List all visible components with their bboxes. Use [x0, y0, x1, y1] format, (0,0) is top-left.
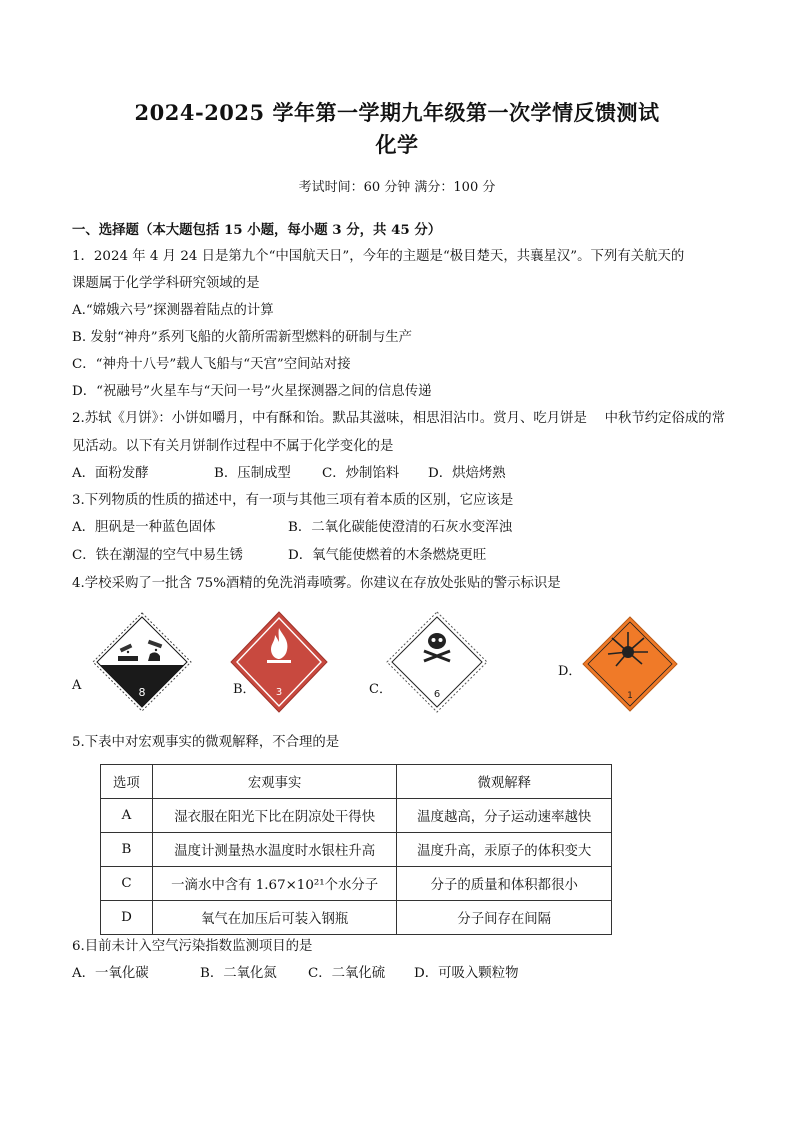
q4-label-c: C． [369, 682, 392, 697]
table-cell: 分子的质量和体积都很小 [397, 867, 612, 901]
table-cell: 分子间存在间隔 [397, 901, 612, 935]
table-cell: 湿衣服在阳光下比在阴凉处干得快 [152, 799, 397, 833]
section-heading: 一、选择题（本大题包括 15 小题，每小题 3 分，共 45 分） [72, 222, 442, 238]
table-cell: B [101, 833, 153, 867]
q2-option-c: C．炒制馅料 [322, 466, 400, 481]
table-cell: 氧气在加压后可装入钢瓶 [152, 901, 397, 935]
q6-option-d: D．可吸入颗粒物 [414, 966, 519, 981]
q4-label-d: D． [558, 664, 582, 679]
table-row [101, 901, 612, 935]
q6-stem: 6.目前未计入空气污染指数监测项目的是 [72, 939, 313, 954]
table-header-row [101, 765, 612, 799]
q4-label-b: B． [233, 682, 256, 697]
q2-option-d: D．烘焙烤熟 [428, 466, 506, 481]
table-header-option: 选项 [101, 765, 153, 799]
q2-option-b: B．压制成型 [214, 466, 291, 481]
q3-options-row2 [72, 547, 486, 565]
table-cell: D [101, 901, 153, 935]
explosive-sign-number: 1 [627, 691, 633, 701]
q1-option-c: C．“神舟十八号”载人飞船与“天宫”空间站对接 [72, 357, 351, 372]
q1-option-a: A.“嫦娥六号”探测器着陆点的计算 [72, 303, 274, 318]
q6-option-c: C．二氧化硫 [308, 966, 386, 981]
q1-stem-line2: 课题属于化学学科研究领域的是 [72, 276, 260, 291]
q2-stem-line1: 2.苏轼《月饼》：小饼如嚼月，中有酥和饴。默品其滋味，相思泪沾巾。赏月、吃月饼是 中秋节约定俗成的常 [72, 411, 726, 426]
table-cell: C [101, 867, 153, 901]
table-cell: A [101, 799, 153, 833]
q3-option-c: C．铁在潮湿的空气中易生锈 [72, 548, 243, 563]
subject-title: 化学 [375, 132, 419, 157]
q2-stem-line2: 见活动。以下有关月饼制作过程中不属于化学变化的是 [72, 439, 394, 454]
table-row [101, 867, 612, 901]
table-row [101, 833, 612, 867]
table-row [101, 799, 612, 833]
corrosive-sign-number: 8 [138, 686, 146, 699]
q1-option-d: D．“祝融号”火星车与“天问一号”火星探测器之间的信息传递 [72, 384, 432, 399]
q2-options [72, 465, 506, 483]
toxic-sign-number: 6 [433, 689, 441, 700]
q5-table [100, 764, 612, 935]
q3-option-d: D．氧气能使燃着的木条燃烧更旺 [288, 548, 487, 563]
exam-info: 考试时间：60 分钟 满分：100 分 [298, 180, 496, 195]
q4-stem: 4.学校采购了一批含 75%酒精的免洗消毒喷雾。你建议在存放处张贴的警示标识是 [72, 576, 561, 591]
q3-options-row1 [72, 519, 512, 537]
table-cell: 一滴水中含有 1.67×10²¹个水分子 [152, 867, 397, 901]
q1-option-b: B. 发射“神舟”系列飞船的火箭所需新型燃料的研制与生产 [72, 330, 413, 345]
table-header-micro: 微观解释 [397, 765, 612, 799]
q1-stem-line1: 1．2024 年 4 月 24 日是第九个“中国航天日”，今年的主题是“极目楚天，共襄星汉”。下列有关航天的 [72, 249, 685, 264]
q5-stem: 5.下表中对宏观事实的微观解释，不合理的是 [72, 735, 340, 750]
toxic-sign-icon [386, 611, 488, 713]
q2-option-a: A．面粉发酵 [72, 466, 149, 481]
q4-label-a: A [72, 678, 82, 693]
table-cell: 温度计测量热水温度时水银柱升高 [152, 833, 397, 867]
q3-option-b: B．二氧化碳能使澄清的石灰水变浑浊 [288, 520, 513, 535]
q3-stem: 3.下列物质的性质的描述中，有一项与其他三项有着本质的区别，它应该是 [72, 493, 514, 508]
flammable-sign-number: 3 [275, 687, 283, 698]
q6-option-a: A．一氧化碳 [72, 966, 149, 981]
q6-option-b: B．二氧化氮 [200, 966, 277, 981]
explosive-sign-icon [582, 616, 678, 712]
q4-hazard-signs [0, 610, 794, 720]
corrosive-sign-icon [92, 612, 192, 712]
table-cell: 温度升高，汞原子的体积变大 [397, 833, 612, 867]
table-header-macro: 宏观事实 [152, 765, 397, 799]
q3-option-a: A．胆矾是一种蓝色固体 [72, 520, 216, 535]
q6-options [72, 965, 518, 983]
flammable-liquid-sign-icon [229, 610, 329, 714]
exam-title: 2024-2025 学年第一学期九年级第一次学情反馈测试 [134, 100, 660, 125]
table-cell: 温度越高，分子运动速率越快 [397, 799, 612, 833]
